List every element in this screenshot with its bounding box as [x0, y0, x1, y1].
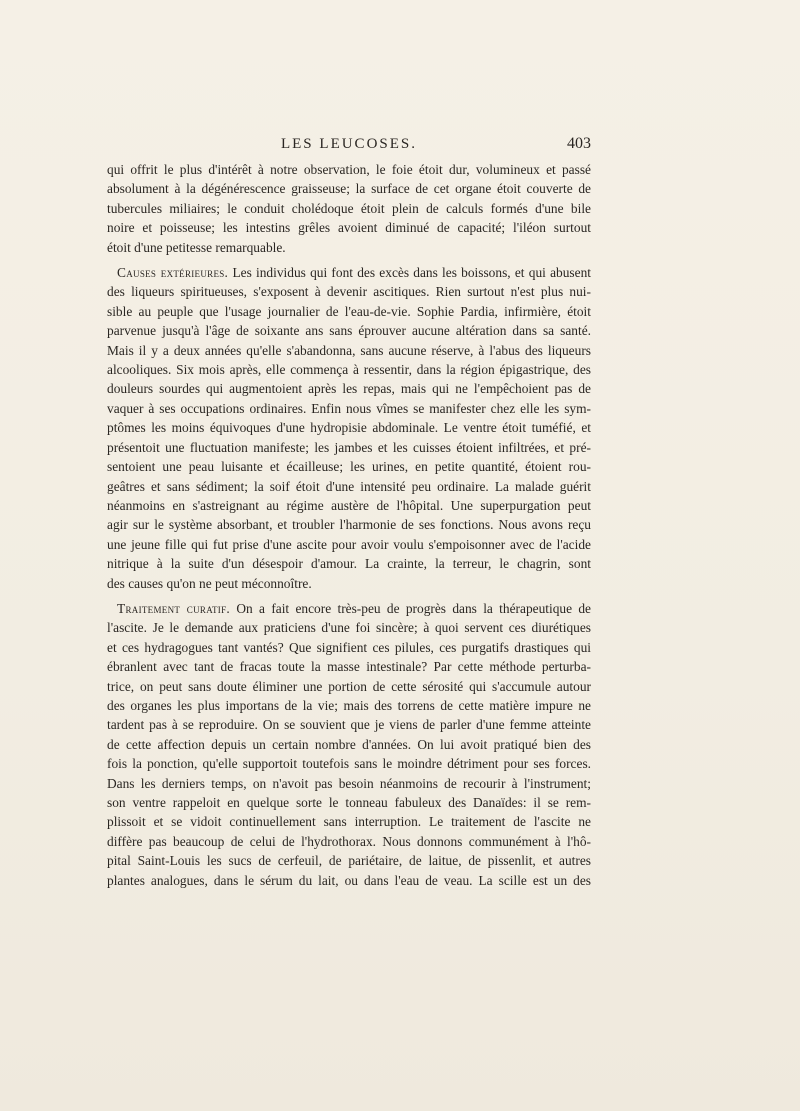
- text-line: une jeune fille qui fut prise d'une ascite pour avoir voulu s'empoisonner avec de l'acide: [107, 536, 591, 552]
- text-line: geâtres et sans sédiment; la soif étoit d'une intensité peu ordinaire. La malade guérit: [107, 478, 591, 494]
- page-header: [107, 136, 591, 156]
- text-fragment: Les individus qui font des excès dans les boissons, et qui abusent: [232, 265, 591, 281]
- running-head: LES LEUCOSES.: [280, 136, 417, 152]
- text-line: plissoit et se vidoit continuellement sans interruption. Le traitement de l'ascite ne: [107, 814, 591, 830]
- paragraph-causes: [107, 263, 591, 593]
- text-line: vaquer à ses occupations ordinaires. Enfin nous vîmes se manifester chez elle les sym-: [107, 400, 591, 416]
- page-body: [107, 160, 591, 890]
- text-line: noire et poisseuse; les intestins grêles avoient diminué de capacité; l'iléon surtout: [107, 220, 591, 236]
- text-line: des liqueurs spiritueuses, s'exposent à devenir ascitiques. Rien surtout n'est plus nui-: [107, 284, 591, 300]
- text-line: présentoit une fluctuation manifeste; les jambes et les cuisses étoient infiltrées, et pré-: [107, 439, 591, 455]
- text-line: des causes qu'on ne peut méconnoître.: [107, 575, 312, 591]
- text-line: parvenue jusqu'à l'âge de soixante ans sans éprouver aucune altération dans sa santé.: [107, 323, 591, 339]
- section-heading-causes: Causes extérieures.: [117, 265, 229, 281]
- text-line: absolument à la dégénérescence graisseuse; la surface de cet organe étoit couverte de: [107, 181, 591, 197]
- paragraph-1: [107, 160, 591, 257]
- text-line: ébranlent avec tant de fracas toute la masse intestinale? Par cette méthode perturba-: [107, 659, 591, 675]
- text-line: qui offrit le plus d'intérêt à notre observation, le foie étoit dur, volumineux et passé: [107, 162, 591, 177]
- text-line: tardent pas à se reproduire. On se souvient que je viens de parler d'une femme atteinte: [107, 717, 591, 733]
- text-line: douleurs sourdes qui augmentoient après les repas, mais qui ne l'empêchoient pas de: [107, 381, 591, 397]
- text-fragment: On a fait encore très-peu de progrès dans la thérapeutique de: [236, 600, 591, 616]
- text-line: étoit d'une petitesse remarquable.: [107, 239, 286, 255]
- text-line: tubercules miliaires; le conduit cholédoque étoit plein de calculs formés d'une bile: [107, 200, 591, 216]
- text-line: des organes les plus importans de la vie; mais des torrens de cette matière impure ne: [107, 697, 591, 713]
- text-line: plantes analogues, dans le sérum du lait, ou dans l'eau de veau. La scille est un des: [107, 872, 591, 888]
- text-line: [107, 599, 591, 618]
- text-line: son ventre rappeloit en quelque sorte le tonneau fabuleux des Danaïdes: il se rem-: [107, 795, 591, 810]
- section-heading-traitement: Traitement curatif.: [117, 600, 231, 616]
- page-number: 403: [567, 135, 591, 152]
- text-line: néanmoins en s'astreignant au régime austère de l'hôpital. Une superpurgation peut: [107, 497, 591, 513]
- text-line: [107, 263, 591, 282]
- text-line: agir sur le système absorbant, et troubler l'harmonie de ses fonctions. Nous avons reçu: [107, 517, 591, 533]
- text-line: alcooliques. Six mois après, elle commença à ressentir, dans la région épigastrique, des: [107, 362, 591, 378]
- text-line: nitrique à la suite d'un désespoir d'amour. La crainte, la terreur, le chagrin, sont: [107, 556, 591, 572]
- text-line: l'ascite. Je le demande aux praticiens d'une foi sincère; à quoi servent ces diurétiques: [107, 620, 591, 636]
- text-line: de cette affection depuis un certain nombre d'années. On lui avoit pratiqué bien des: [107, 736, 591, 752]
- text-line: sible au peuple que l'usage journalier de l'eau-de-vie. Sophie Pardia, infirmière, étoit: [107, 303, 591, 319]
- text-line: ptômes les moins équivoques d'une hydropisie abdominale. Le ventre étoit tuméfié, et: [107, 420, 591, 436]
- text-line: diffère pas beaucoup de celui de l'hydrothorax. Nous donnons communément à l'hô-: [107, 833, 591, 849]
- text-line: Mais il y a deux années qu'elle s'abandonna, sans aucune réserve, à l'abus des liqueurs: [107, 342, 591, 358]
- text-line: pital Saint-Louis les sucs de cerfeuil, de pariétaire, de laitue, de pissenlit, et autres: [107, 853, 591, 869]
- text-line: Dans les derniers temps, on n'avoit pas besoin néanmoins de recourir à l'instrument;: [107, 775, 591, 791]
- text-line: sentoient une peau luisante et écailleuse; les urines, en petite quantité, étoient rou-: [107, 459, 591, 475]
- text-line: trice, on peut sans doute éliminer une portion de cette sérosité qui s'accumule autour: [107, 678, 591, 694]
- text-line: fois la ponction, qu'elle supportoit toutefois sans le moindre détriment pour ses forces.: [107, 756, 591, 772]
- text-line: et ces hydragogues tant vantés? Que signifient ces pilules, ces purgatifs drastiques qui: [107, 639, 591, 655]
- paragraph-traitement: [107, 599, 591, 890]
